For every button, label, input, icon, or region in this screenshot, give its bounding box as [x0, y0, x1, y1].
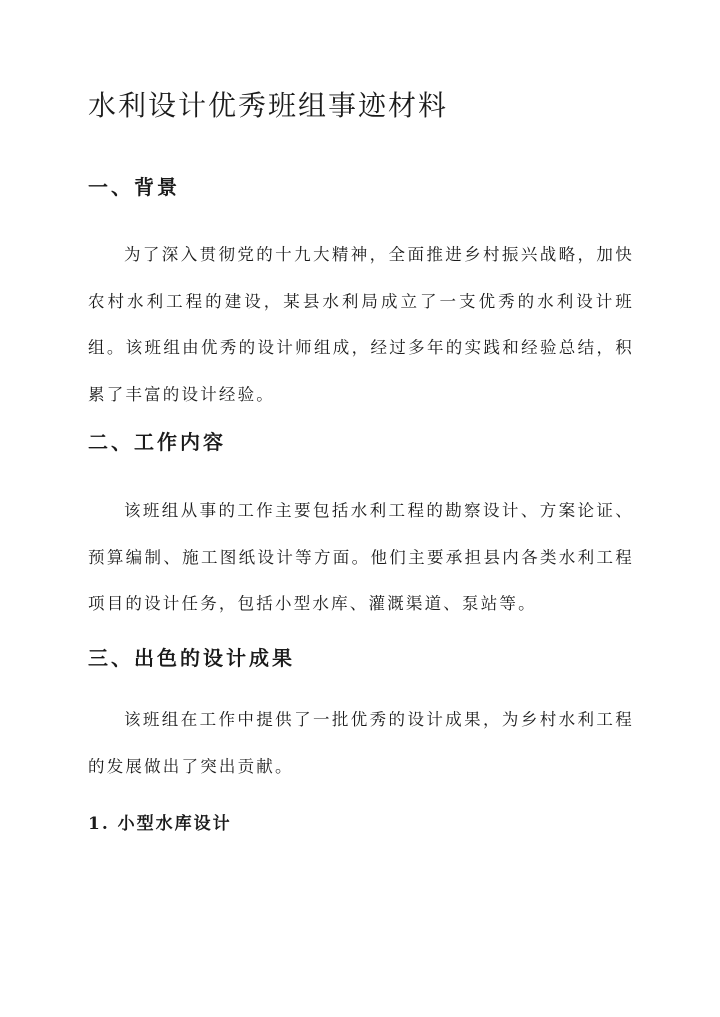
section-heading-work-content: 二、工作内容	[88, 430, 226, 454]
section-paragraph-design-results: 该班组在工作中提供了一批优秀的设计成果，为乡村水利工程的发展做出了突出贡献。	[88, 710, 634, 776]
document-title: 水利设计优秀班组事迹材料	[88, 89, 449, 122]
section-paragraph-work-content: 该班组从事的工作主要包括水利工程的勘察设计、方案论证、预算编制、施工图纸设计等方面。他们主要承担县内各类水利工程项目的设计任务，包括小型水库、灌溉渠道、泵站等。	[88, 501, 634, 613]
section-heading-design-results: 三、出色的设计成果	[88, 646, 295, 670]
section-heading-background: 一、背景	[88, 175, 180, 199]
subheading-small-reservoir-design: 1. 小型水库设计	[88, 814, 232, 834]
section-paragraph-background: 为了深入贯彻党的十九大精神，全面推进乡村振兴战略，加快农村水利工程的建设，某县水利局成立了一支优秀的水利设计班组。该班组由优秀的设计师组成，经过多年的实践和经验总结，积累了丰富的设计经验。	[88, 245, 634, 404]
